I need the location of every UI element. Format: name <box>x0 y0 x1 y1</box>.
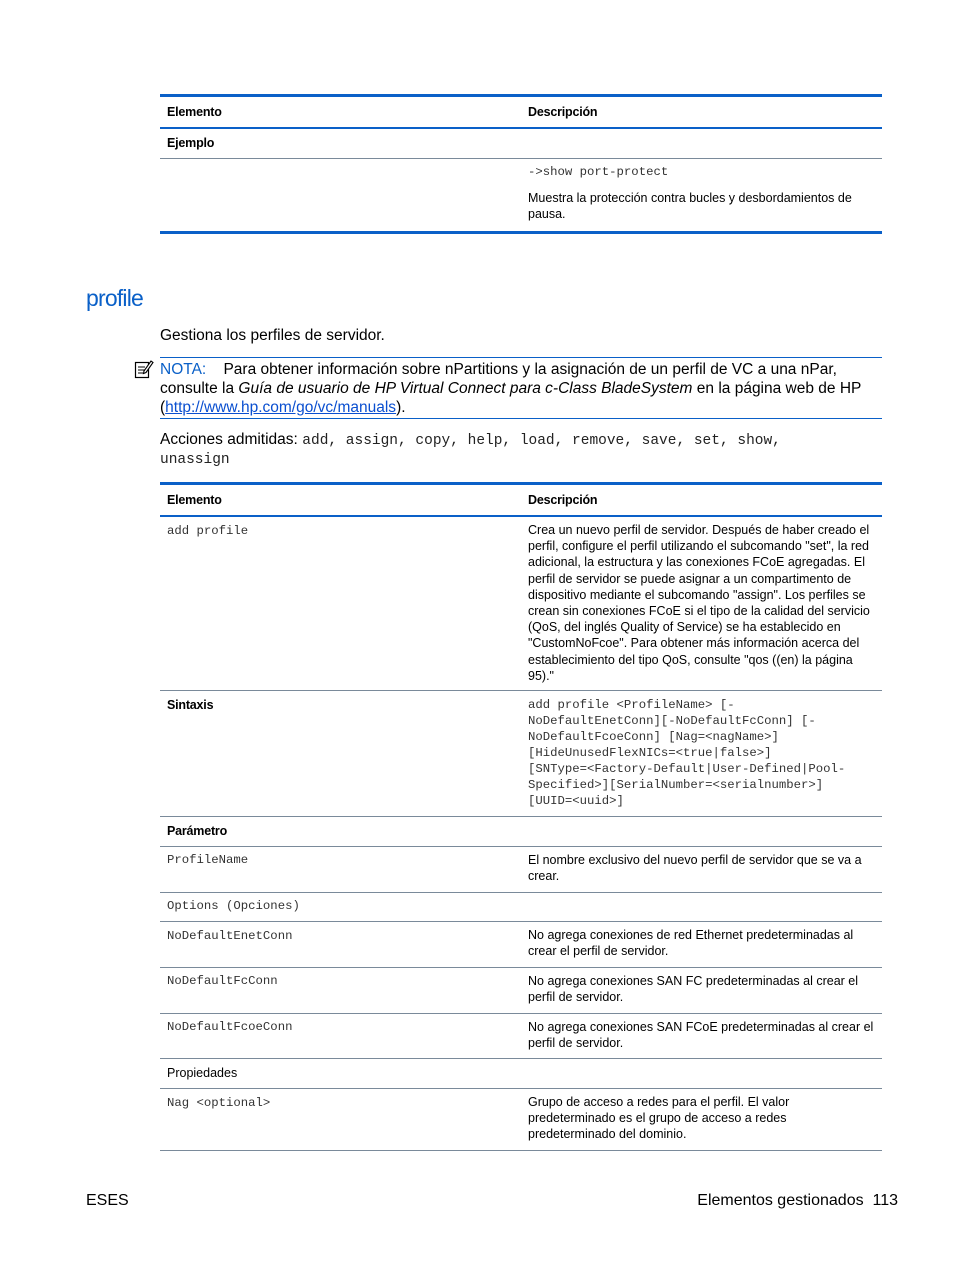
footer-right <box>697 1192 898 1210</box>
syntax-line: NoDefaultFcoeConn] [Nag=<nagName>] <box>528 730 779 744</box>
options-label: Options (Opciones) <box>167 899 300 913</box>
top-table-section-label: Ejemplo <box>167 136 215 150</box>
row-divider <box>160 816 882 817</box>
footer-locale: ESES <box>86 1192 129 1209</box>
main-table-col1-header: Elemento <box>167 493 222 507</box>
profile-name-cmd: ProfileName <box>167 853 249 867</box>
note-text-end: ). <box>396 399 406 416</box>
note-text <box>160 360 882 417</box>
param-label: Parámetro <box>167 824 228 838</box>
nag-desc: Grupo de acceso a redes para el perfil. El valor predeterminado es el grupo de acceso a redes predeterminado del dominio. <box>528 1095 790 1142</box>
top-table-bottom-rule <box>160 231 882 234</box>
main-table-bottom-rule <box>160 1150 882 1151</box>
no-enet-desc: No agrega conexiones de red Ethernet predeterminadas al crear el perfil de servidor. <box>528 928 854 959</box>
syntax-line: Specified>][SerialNumber=<serialnumber>] <box>528 778 824 792</box>
note-icon <box>134 359 154 379</box>
top-table-header-rule <box>160 127 882 129</box>
row-divider <box>160 921 882 922</box>
add-profile-desc: Crea un nuevo perfil de servidor. Después de haber creado el perfil, configure el perfil utilizando el subcomando "set", la red adicional, la estructura y las conexiones FCoE agregadas. El perfil de servidor se puede asignar a un compartimento de dispositivo mediante el subcomando "assign". Los perfiles se crean sin conexiones FCoE si el tipo de la calidad del servicio (QoS, del inglés Quality of Service) se ha establecido en "CustomNoFcoe". Para obtener más información acerca del establecimiento del tipo QoS, consulte "qos ((en) la página 95)." <box>528 523 870 683</box>
section-title: profile <box>86 285 144 311</box>
main-table-col2-header: Descripción <box>528 493 598 507</box>
note-bottom-rule <box>160 418 882 419</box>
footer-page-number: 113 <box>872 1192 898 1209</box>
row-divider <box>160 892 882 893</box>
syntax-line: [HideUnusedFlexNICs=<true|false>] <box>528 746 772 760</box>
footer-section-title: Elementos gestionados <box>697 1192 864 1209</box>
supported-actions <box>160 430 882 468</box>
add-profile-cmd: add profile <box>167 524 249 538</box>
row-divider <box>160 1058 882 1059</box>
syntax-line: NoDefaultEnetConn][-NoDefaultFcConn] [- <box>528 714 816 728</box>
note-label: NOTA: <box>160 361 207 378</box>
top-table-top-rule <box>160 94 882 97</box>
example-description: Muestra la protección contra bucles y desbordamientos de pausa. <box>528 191 852 222</box>
no-fcoe-cmd: NoDefaultFcoeConn <box>167 1020 293 1034</box>
syntax-block <box>528 697 878 809</box>
main-table-top-rule <box>160 482 882 485</box>
syntax-line: [UUID=<uuid>] <box>528 794 624 808</box>
note-guide-title: Guía de usuario de HP Virtual Connect para c-Class BladeSystem <box>238 380 693 397</box>
row-divider <box>160 846 882 847</box>
actions-line1: add, assign, copy, help, load, remove, save, set, show, <box>302 433 781 449</box>
section-intro: Gestiona los perfiles de servidor. <box>160 327 385 344</box>
top-table-col1-header: Elemento <box>167 105 222 119</box>
row-divider <box>160 967 882 968</box>
syntax-line: [SNType=<Factory-Default|User-Defined|Pool- <box>528 762 846 776</box>
manuals-link[interactable]: http://www.hp.com/go/vc/manuals <box>165 399 397 416</box>
no-fc-desc: No agrega conexiones SAN FC predeterminadas al crear el perfil de servidor. <box>528 974 859 1005</box>
profile-name-desc: El nombre exclusivo del nuevo perfil de servidor que se va a crear. <box>528 853 862 884</box>
example-command: ->show port-protect <box>528 165 669 179</box>
note-top-rule <box>160 357 882 358</box>
top-table-col2-header: Descripción <box>528 105 598 119</box>
row-divider <box>160 690 882 691</box>
row-divider <box>160 1088 882 1089</box>
syntax-line: add profile <ProfileName> [- <box>528 698 735 712</box>
main-table-header-rule <box>160 515 882 517</box>
nag-cmd: Nag <optional> <box>167 1096 271 1110</box>
row-divider <box>160 1013 882 1014</box>
note-text-after: en la página web de HP ( <box>160 380 862 416</box>
actions-label: Acciones admitidas: <box>160 431 298 448</box>
note-text-before: Para obtener información sobre nPartitions y la asignación de un perfil de VC a una nPar, consulte la <box>160 361 837 397</box>
actions-line2: unassign <box>160 452 230 468</box>
props-label: Propiedades <box>167 1066 238 1080</box>
top-table-row-divider <box>160 158 882 159</box>
syntax-label: Sintaxis <box>167 698 214 712</box>
no-fcoe-desc: No agrega conexiones SAN FCoE predeterminadas al crear el perfil de servidor. <box>528 1020 874 1051</box>
no-enet-cmd: NoDefaultEnetConn <box>167 929 293 943</box>
no-fc-cmd: NoDefaultFcConn <box>167 974 278 988</box>
